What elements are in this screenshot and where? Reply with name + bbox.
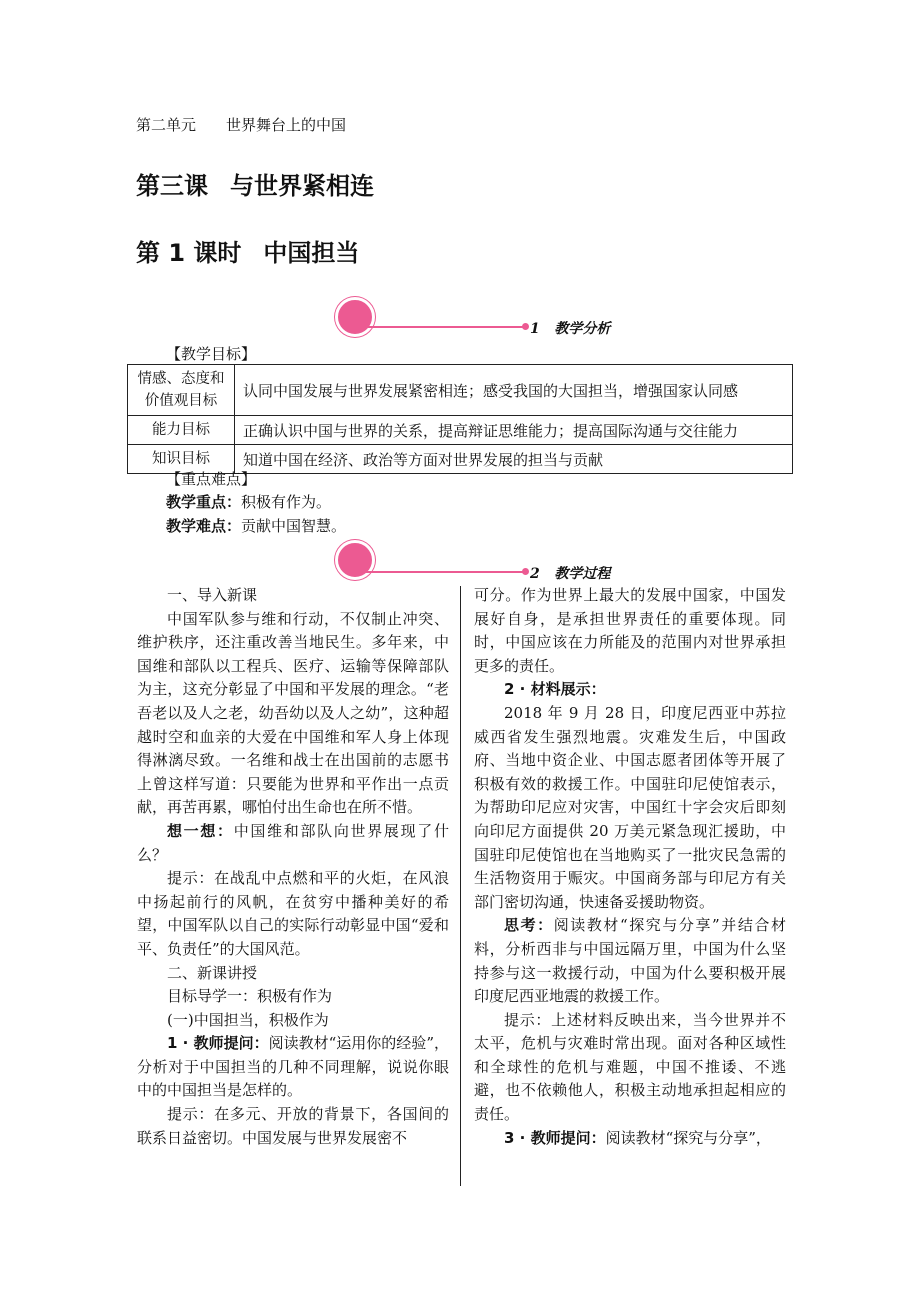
- unit-heading: [136, 114, 346, 135]
- paragraph: 提示：在多元、开放的背景下，各国间的联系日益密切。中国发展与世界发展密不: [137, 1105, 449, 1147]
- period-name: 中国担当: [263, 239, 360, 267]
- goal-value: 知道中国在经济、政治等方面对世界发展的担当与贡献: [235, 445, 793, 474]
- paragraph: 可分。作为世界上最大的发展中国家，中国发展好自身，是承担世界责任的重要体现。同时，中国应该在力所能及的范围内对世界承担更多的责任。: [474, 586, 786, 675]
- section-number: 2: [530, 566, 540, 582]
- section-circle-icon: [335, 540, 375, 580]
- goals-label: 【教学目标】: [166, 345, 257, 363]
- lesson-title: [136, 166, 374, 201]
- goal-key: 情感、态度和价值观目标: [128, 365, 235, 416]
- lesson-name: 与世界紧相连: [230, 172, 374, 200]
- paragraph: 3 · 教师提问：阅读教材“探究与分享”，: [504, 1128, 771, 1147]
- section-dot-icon: [522, 568, 529, 575]
- goals-table: [127, 364, 793, 474]
- unit-title: 世界舞台上的中国: [226, 116, 347, 134]
- paragraph: (一)中国担当，积极作为: [167, 1010, 329, 1029]
- section-name: 教学分析: [554, 321, 611, 337]
- goal-value: 认同中国发展与世界发展紧密相连；感受我国的大国担当，增强国家认同感: [235, 365, 793, 416]
- goal-value: 正确认识中国与世界的关系，提高辩证思维能力；提高国际沟通与交往能力: [235, 416, 793, 445]
- keypoints-label: 【重点难点】: [166, 470, 257, 488]
- section-name: 教学过程: [554, 566, 611, 582]
- unit-number: 第二单元: [136, 116, 197, 134]
- focus-text: 积极有作为。: [241, 493, 332, 511]
- section-dot-icon: [522, 323, 529, 330]
- focus-line: [166, 491, 331, 512]
- lesson-number: 第三课: [136, 172, 208, 200]
- right-column: [474, 584, 786, 1150]
- goal-key: 能力目标: [128, 416, 235, 445]
- section-rule: [360, 326, 525, 328]
- section-rule: [360, 571, 525, 573]
- goal-key: 知识目标: [128, 445, 235, 474]
- paragraph: 1 · 教师提问：阅读教材“运用你的经验”，分析对于中国担当的几种不同理解，说说你眼中的中国担当是怎样的。: [137, 1034, 449, 1100]
- paragraph: 提示：上述材料反映出来，当今世界并不太平，危机与灾难时常出现。面对各种区域性和全球性的危机与难题，中国不推诿、不逃避，也不依赖他人，积极主动地承担起相应的责任。: [474, 1010, 786, 1124]
- paragraph: 想一想：中国维和部队向世界展现了什么？: [137, 821, 449, 864]
- section-title: [530, 318, 610, 338]
- difficulty-line: [166, 515, 346, 536]
- left-column: [137, 584, 449, 1150]
- paragraph: 思考：阅读教材“探究与分享”并结合材料，分析西非与中国远隔万里，中国为什么坚持参与这一救援行动，中国为什么要积极开展印度尼西亚地震的救援工作。: [474, 916, 786, 1006]
- table-row: [128, 416, 793, 445]
- difficulty-text: 贡献中国智慧。: [241, 517, 347, 535]
- paragraph: 提示：在战乱中点燃和平的火炬，在风浪中扬起前行的风帆，在贫穷中播种美好的希望，中国军队以自己的实际行动彰显中国“爱和平、负责任”的大国风范。: [137, 869, 449, 958]
- section-circle-icon: [335, 297, 375, 337]
- table-row: [128, 365, 793, 416]
- column-divider: [460, 586, 461, 1186]
- period-title: [136, 233, 359, 268]
- paragraph: 中国军队参与维和行动，不仅制止冲突、维护秩序，还注重改善当地民生。多年来，中国维和部队以工程兵、医疗、运输等保障部队为主，这充分彰显了中国和平发展的理念。“老吾老以及人之老，幼吾幼以及人之幼”，这种超越时空和血亲的大爱在中国维和军人身上体现得淋漓尽致。一名维和战士在出国前的志愿书上曾这样写道：只要能为世界和平作出一点贡献，再苦再累，哪怕付出生命也在所不惜。: [137, 609, 449, 817]
- section-title: [530, 563, 610, 583]
- focus-label: 教学重点：: [166, 493, 242, 511]
- period-number: 第 1 课时: [136, 239, 242, 267]
- paragraph: 2 · 材料展示：: [504, 680, 606, 699]
- paragraph: 目标导学一：积极有作为: [167, 987, 333, 1006]
- paragraph: 二、新课讲授: [167, 963, 258, 982]
- paragraph: 2018 年 9 月 28 日，印度尼西亚中苏拉威西省发生强烈地震。灾难发生后，中国政府、当地中资企业、中国志愿者团体等开展了积极有效的救援工作。中国驻印尼使馆表示，为帮助印尼应对灾害，中国红十字会灾后即刻向印尼方面提供 20 万美元紧急现汇援助，中国驻印尼使馆也在当地购买了一批灾民急需的生活物资用于赈灾。中国商务部与印尼方有关部门密切沟通，快速备妥援助物资。: [474, 703, 786, 911]
- paragraph: 一、导入新课: [167, 586, 258, 604]
- section-number: 1: [530, 321, 540, 337]
- difficulty-label: 教学难点：: [166, 517, 242, 535]
